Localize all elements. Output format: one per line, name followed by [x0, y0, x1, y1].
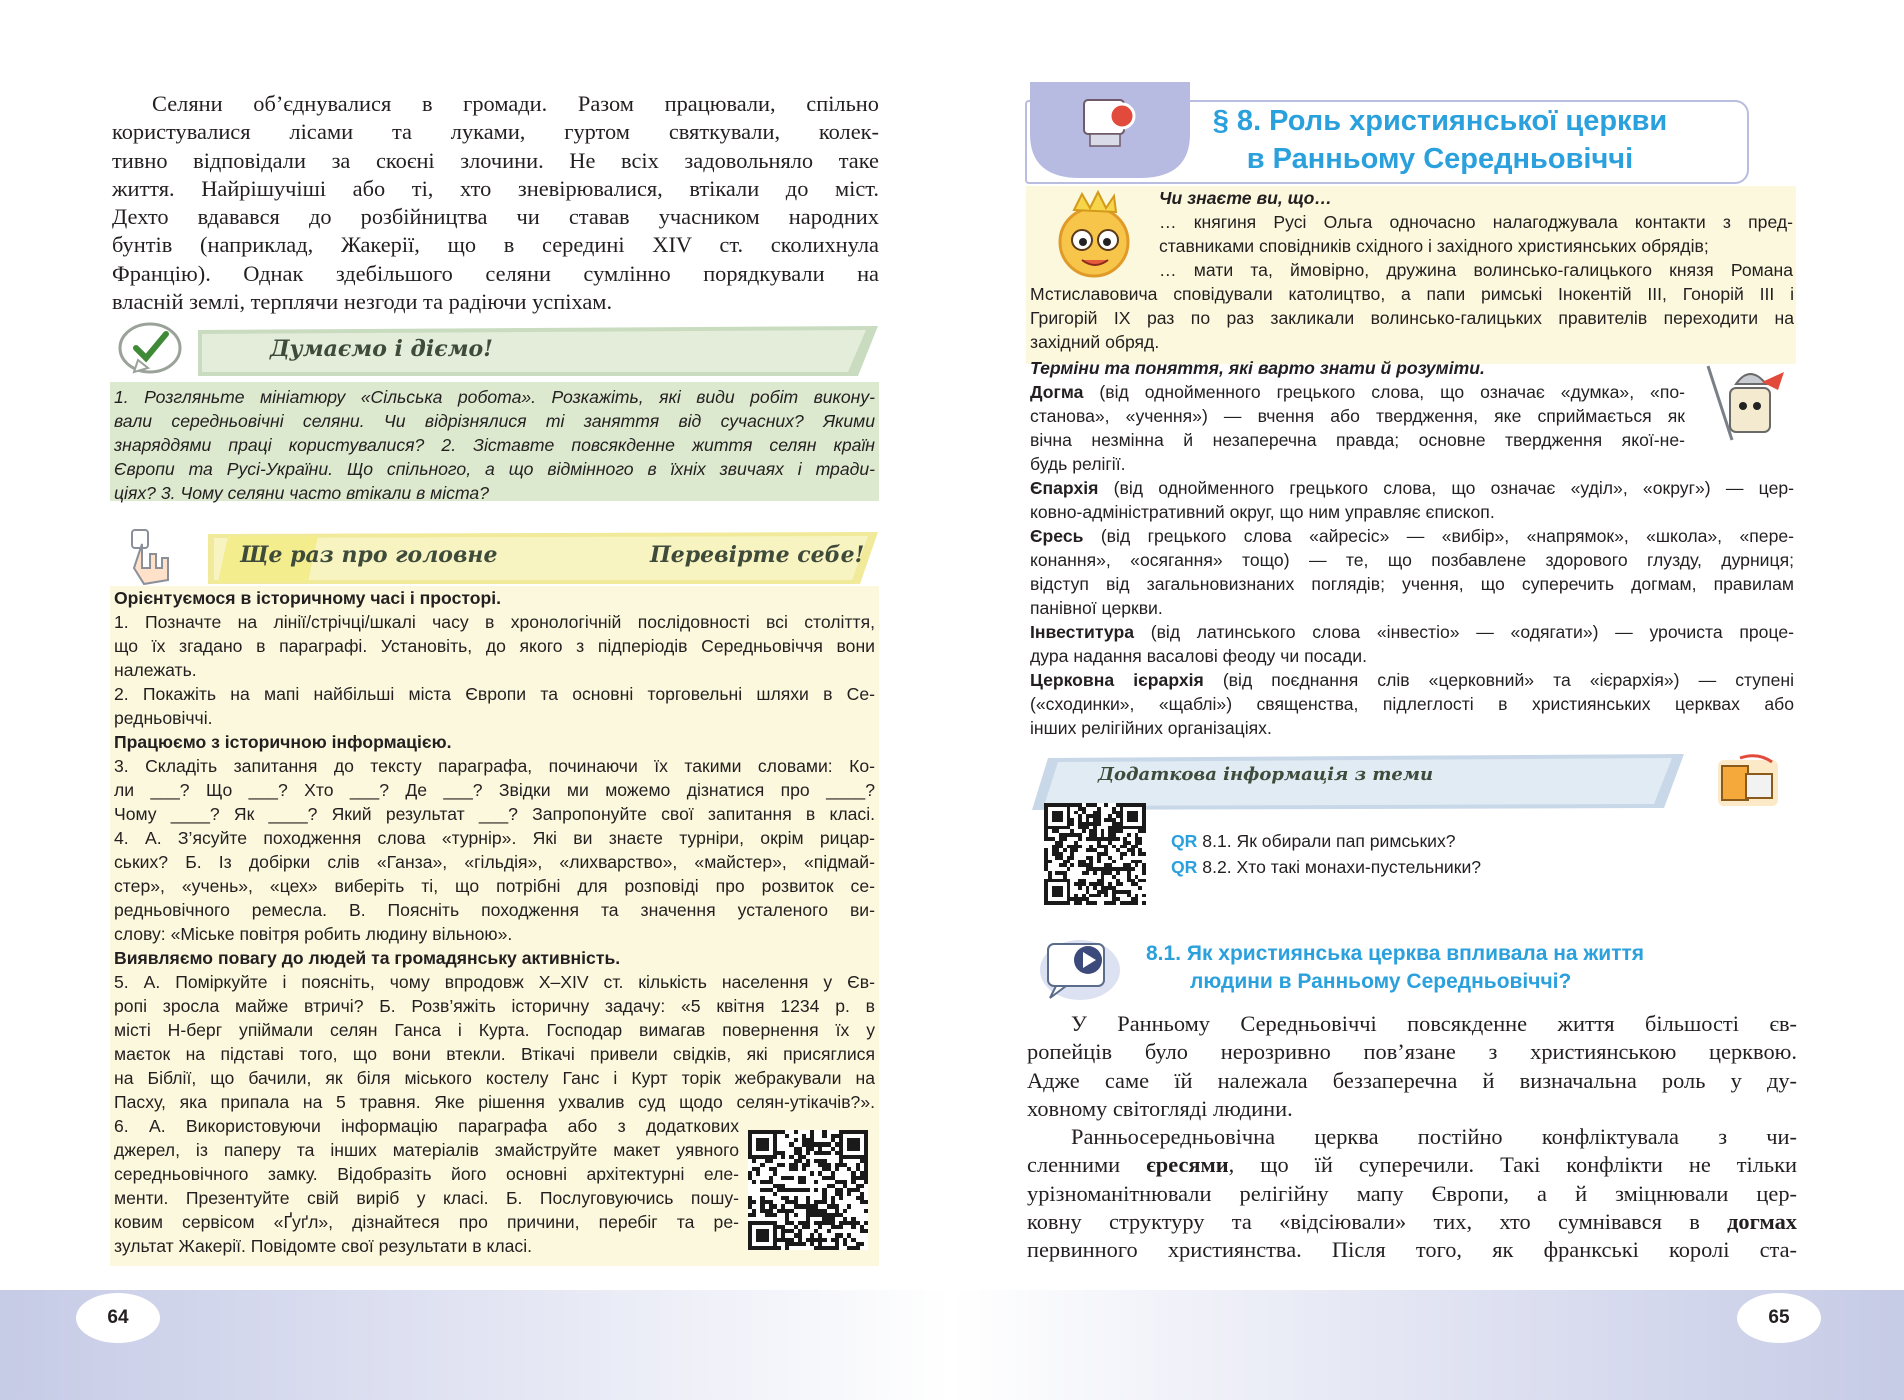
- review-heading: Працюємо з історичною інформацією.: [114, 732, 452, 752]
- subsection-title-line: 8.1. Як християнська церква впливала на життя: [1146, 942, 1645, 965]
- intro-line: власній землі, терплячи незгоди та радіючи успіхам.: [112, 289, 613, 315]
- review-tail-line: зультат Жакерії. Повідомте свої результати в класі.: [114, 1236, 533, 1256]
- body-line: Ранньосередньовічна церква постійно конфліктувала з чи-: [1071, 1124, 1797, 1150]
- page-number-left: 64: [76, 1293, 160, 1343]
- review-line: 3. Складіть запитання до тексту параграфа, починаючи їх такими словами: Ко-: [114, 756, 875, 776]
- did-you-know-line: … мати та, ймовірно, дружина волинсько-галицького князя Романа: [1159, 260, 1793, 280]
- owl-mascot-icon: [1036, 188, 1154, 280]
- qr-link-list: [1171, 828, 1481, 880]
- terms-line: («сходинки», «щаблі») священства, підлеглості в християнських церквах або: [1030, 694, 1794, 714]
- review-line: належать.: [114, 660, 197, 680]
- review-line: стер», «учень», «цех» виберіть ті, що потрібні для розповіді про розвиток се-: [114, 876, 875, 896]
- qr-code-pattern: [1044, 803, 1146, 905]
- term-word: Єпархія: [1030, 478, 1099, 498]
- review-tail-line: середньовічного замку. Відобразіть його основні архітектурні еле-: [114, 1164, 739, 1184]
- video-play-icon: [1036, 932, 1120, 1002]
- review-line: маєток на підставі того, що вони втекли. Втікачі привели свідків, які присяглися: [114, 1044, 875, 1064]
- review-line: 5. А. Поміркуйте і поясніть, чому впродовж X–XIV ст. кількість населення у Єв-: [114, 972, 875, 992]
- terms-line: Церковна ієрархія (від поєднання слів «церковний» та «ієрархія») — ступені: [1030, 670, 1794, 690]
- review-tail-line: ковим сервісом «Ґуґл», дізнайтеся про причини, перебіг та ре-: [114, 1212, 739, 1232]
- review-tail-line: 6. А. Використовуючи інформацію параграфа або з додаткових: [114, 1116, 739, 1136]
- qr-link-label: QR: [1171, 831, 1198, 851]
- did-you-know-heading: Чи знаєте ви, що…: [1159, 188, 1332, 208]
- chapter-title-tab: [1030, 82, 1190, 178]
- terms-line: Єпархія (від однойменного грецького слова, що означає «уділ», «округ») — цер-: [1030, 478, 1794, 498]
- subsection-title: [1146, 940, 1644, 996]
- term-word: Єресь: [1030, 526, 1084, 546]
- qr-link-item[interactable]: [1171, 828, 1481, 854]
- think-banner: [118, 322, 878, 380]
- body-line: ковну структуру та «відсіювали» тих, хто сумнівався в догмах: [1027, 1209, 1797, 1235]
- review-line: редньовіччі.: [114, 708, 213, 728]
- terms-line: Догма (від однойменного грецького слова, що означає «думка», «по-: [1030, 382, 1685, 402]
- body-line: У Ранньому Середньовіччі повсякденне життя більшості єв-: [1071, 1011, 1797, 1036]
- review-line: 2. Покажіть на мапі найбільші міста Європи та основні торговельні шляхи в Се-: [114, 684, 875, 704]
- qr-code-pattern: [748, 1130, 868, 1250]
- intro-line: життя. Найрішучіші або ті, хто зневірювалися, втікали до міст.: [112, 175, 879, 201]
- intro-line: Францію). Однак здебільшого селяни сумлінно порядкували на: [112, 260, 879, 286]
- term-word: Церковна ієрархія: [1030, 670, 1204, 690]
- think-line: Європи та Русі-України. Що спільного, а що відмінного в їхніх звичаях і тради-: [114, 459, 875, 479]
- terms-line: ковно-адміністративний округ, що ним управляє єпископ.: [1030, 502, 1495, 522]
- terms-line: інших релігійних організаціях.: [1030, 718, 1272, 738]
- chapter-title-line: § 8. Роль християнської церкви: [1212, 105, 1668, 137]
- review-line: Пасху, яка припала на 5 травня. Яке рішення ухвалив суд щодо селян-утікачів?».: [114, 1092, 875, 1112]
- review-line: на Біблії, що бачили, як біля міського костелу Ганс і Курт торік жебракували на: [114, 1068, 875, 1088]
- subsection-title-line: людини в Ранньому Середньовіччі?: [1190, 970, 1572, 993]
- review-line: ропі зросла майже втричі? Б. Розв’яжіть історичну задачу: «5 квітня 1234 р. в: [114, 996, 875, 1016]
- terms-line: Інвеститура (від латинського слова «інвестіо» — «одягати») — урочиста проце-: [1030, 622, 1794, 642]
- review-line: редньовічного ремесла. В. Поясніть походження та значення усталеного ви-: [114, 900, 875, 920]
- review-heading: Виявляємо повагу до людей та громадянську активність.: [114, 948, 621, 968]
- qr-link-text: 8.1. Як обирали пап римських?: [1202, 831, 1456, 851]
- page-number-right: 65: [1737, 1293, 1821, 1343]
- think-line: ціях? 3. Чому селяни часто втікали в міста?: [114, 483, 489, 503]
- knight-mascot-icon: [1700, 362, 1792, 446]
- review-heading: Орієнтуємося в історичному часі і просторі.: [114, 588, 502, 608]
- terms-line: Єресь (від грецького слова «айресіс» — «вибір», «напрямок», «школа», «пере-: [1030, 526, 1794, 546]
- think-line: знаряддями праці користувалися? 2. Зіставте повсякденне життя селян країн: [114, 435, 875, 455]
- terms-text-bottom: [1030, 476, 1794, 740]
- review-tail-line: менти. Презентуйте свій виріб у класі. Б. Послуговуючись пошу-: [114, 1188, 739, 1208]
- qr-link-text: 8.2. Хто такі монахи-пустельники?: [1202, 857, 1482, 877]
- did-you-know-line: … княгиня Русі Ольга одночасно налагоджувала контакти з пред-: [1159, 212, 1793, 232]
- review-line: 1. Позначте на лінії/стрічці/шкалі часу в хронологічній послідовності всі століття,: [114, 612, 875, 632]
- term-word: Догма: [1030, 382, 1084, 402]
- body-line: Адже саме їй належала беззаперечна й визначальна роль у ду-: [1027, 1067, 1797, 1093]
- body-line: ропейців було нерозривно пов’язане з християнською церквою.: [1027, 1039, 1797, 1065]
- did-you-know-text-bottom: [1030, 282, 1794, 354]
- body-line: ховному світогляді людини.: [1027, 1095, 1293, 1121]
- intro-line: користувалися лісами та луками, гуртом святкували, колек-: [112, 119, 879, 145]
- did-you-know-line: Мстиславовича сповідували католицтво, а папи римські Інокентій III, Гонорій III і: [1030, 284, 1794, 304]
- did-you-know-line: західний обряд.: [1030, 332, 1160, 352]
- chapter-title: [1180, 102, 1700, 178]
- review-banner-right-title: Перевірте себе!: [650, 542, 865, 568]
- review-banner-left-title: Ще раз про головне: [240, 542, 498, 568]
- intro-line: Дехто вдавався до розбійництва чи ставав учасником народних: [112, 204, 879, 230]
- review-text: [110, 586, 879, 1114]
- review-tail-text: [110, 1114, 743, 1258]
- intro-lines: [112, 90, 879, 316]
- did-you-know-line: ставниками сповідників східного і західного християнських обрядів;: [1159, 236, 1709, 256]
- body-line: первинного християнства. Після того, як франкські королі ста-: [1027, 1237, 1797, 1263]
- qr-code-right[interactable]: [1044, 803, 1146, 905]
- qr-code-left[interactable]: [748, 1130, 868, 1250]
- body-line: урізноманітнювали релігійну мапу Європи, а й зміцнювали цер-: [1027, 1180, 1797, 1206]
- intro-paragraph: [112, 90, 879, 316]
- qr-link-label: QR: [1171, 857, 1198, 877]
- review-line: ли ___? Що ___? Хто ___? Де ___? Звідки ми можемо дізнатися про ____?: [114, 780, 875, 800]
- checkmark-chat-icon: [116, 320, 188, 382]
- review-line: Чому ____? Як ____? Який результат ___? Запропонуйте свої запитання в класі.: [114, 804, 875, 824]
- intro-line: бунтів (наприклад, Жакерії, що в середині XIV ст. сколихнула: [112, 232, 879, 258]
- pointing-hand-icon: [120, 524, 186, 590]
- extra-info-banner-title: Додаткова інформація з теми: [1098, 764, 1434, 785]
- review-line: 4. А. З’ясуйте походження слова «турнір». Які ви знаєте турніри, окрім рицар-: [114, 828, 875, 848]
- terms-text-top: [1030, 380, 1685, 476]
- review-line: ських? Б. Із добірки слів «Ганза», «гільдія», «лихварство», «майстер», «підмай-: [114, 852, 875, 872]
- did-you-know-line: Григорій IX раз по раз закликали волинсько-галицьких правителів переходити на: [1030, 308, 1794, 328]
- intro-line: тивно відповідали за скоєні злочини. Не всіх задовольняло таке: [112, 147, 879, 173]
- think-banner-title: Думаємо і діємо!: [270, 336, 493, 362]
- review-line: слову: «Міське повітря робить людину вільною».: [114, 924, 513, 944]
- did-you-know-text-top: [1159, 186, 1793, 282]
- terms-line: дура надання васалові феоду чи посади.: [1030, 646, 1367, 666]
- terms-line: станова», «учення») — вчення або твердження, яке сприймається як: [1030, 406, 1685, 426]
- terms-line: будь релігії.: [1030, 454, 1126, 474]
- terms-line: відступ від загальновизнаних поглядів; учення, що суперечить догмам, правилам: [1030, 574, 1794, 594]
- think-text: [110, 382, 879, 505]
- terms-line: конання», «осягання» тощо) — те, що позбавлене здорового глузду, дурниця;: [1030, 550, 1794, 570]
- review-line: що їх згадано в параграфі. Установіть, до якого з підперіодів Середньовіччя вони: [114, 636, 875, 656]
- intro-line: Селяни об’єднувалися в громади. Разом працювали, спільно: [152, 91, 879, 116]
- terms-line: панівної церкви.: [1030, 598, 1163, 618]
- think-line: вали середньовічні селяни. Чи відрізнялися ті заняття від сучасних? Якими: [114, 411, 875, 431]
- term-word: Інвеститура: [1030, 622, 1135, 642]
- terms-line: вічна незмінна й незаперечна правда; основне твердження якої-не-: [1030, 430, 1685, 450]
- think-line: 1. Розгляньте мініатюру «Сільська робота». Розкажіть, які види робіт викону-: [114, 387, 875, 407]
- review-tail-line: джерел, із паперу та інших матеріалів змайструйте макет уявного: [114, 1140, 739, 1160]
- chapter-title-line: в Ранньому Середньовіччі: [1246, 143, 1634, 175]
- think-box: [110, 382, 879, 501]
- review-line: місті Н-берг упіймали селян Ганса і Курта. Господар вимагав повернення їх у: [114, 1020, 875, 1040]
- body-line: сленними єресями, що їй суперечили. Такі конфлікти не тільки: [1027, 1152, 1797, 1178]
- qr-link-item[interactable]: [1171, 854, 1481, 880]
- terms-heading-block: [1030, 356, 1794, 380]
- body-paragraphs: [1027, 1010, 1797, 1265]
- terms-heading: Терміни та поняття, які варто знати й розуміти.: [1030, 358, 1485, 378]
- footer-band: [0, 1290, 1904, 1400]
